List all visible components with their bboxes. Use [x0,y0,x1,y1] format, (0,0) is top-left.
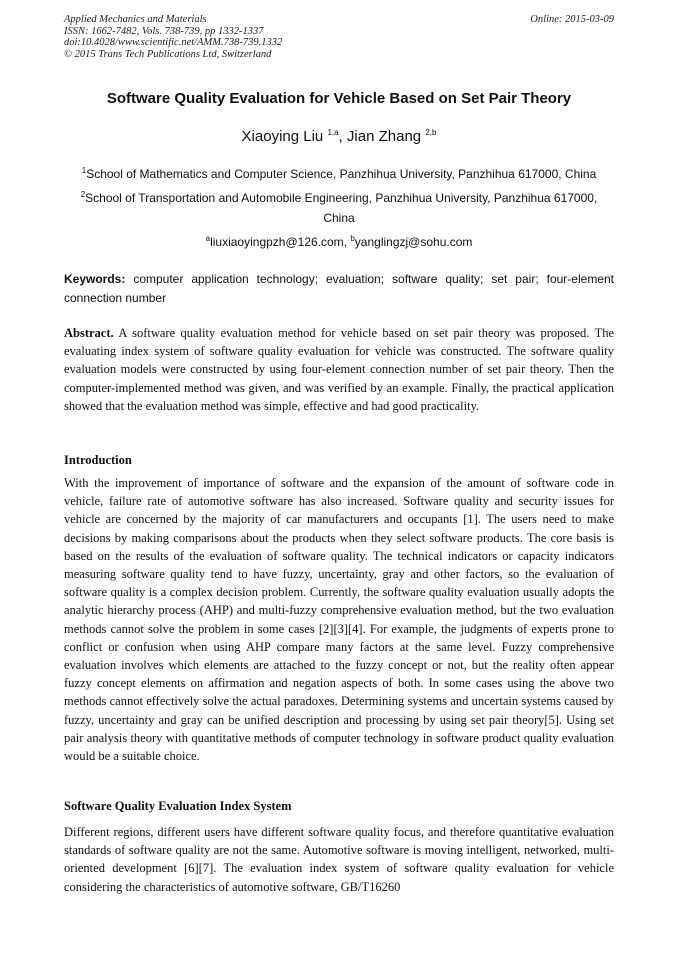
issn-line: ISSN: 1662-7482, Vols. 738-739, pp 1332-1337 [64,25,264,37]
journal-name: Applied Mechanics and Materials [64,14,207,25]
author-name: Jian Zhang [346,128,422,145]
keywords-label: Keywords: [64,272,126,286]
author-name: Xiaoying Liu [241,128,324,145]
affiliation-2 [64,188,614,228]
copyright-line: © 2015 Trans Tech Publications Ltd, Switzerland [64,48,272,60]
keywords-text: computer application technology; evaluation; software quality; set pair; four-element connection number [64,272,614,305]
affiliation-superscript: 2 [80,190,86,199]
affiliation-1 [64,164,614,184]
email-address: yanglingzj@sohu.com [354,235,473,249]
section-heading-introduction: Introduction [64,453,132,467]
index-system-paragraph: Different regions, different users have different software quality focus, and therefore quantitative evaluation standards of software quality are not the same. Automotive software is moving intelligent, networked, multi-oriented development [6][7]. The evaluation index system of software quality evaluation for vehicle considering the characteristics of automotive software, GB/T16260 [64,825,614,894]
author-line [30,128,648,145]
keywords [64,270,614,308]
affiliation-text: School of Transportation and Automobile Engineering, Panzhihua University, Panzhihua 617000, China [85,191,598,225]
email-superscript: a [205,234,211,243]
author-separator: , [338,128,347,145]
introduction-paragraph: With the improvement of importance of software and the expansion of the amount of software code in vehicle, failure rate of automotive software has also increased. Software quality and security issues for vehicle are concerned by the majority of car manufacturers and occupants [1]. The users need to make decisions by making comparisons about the products when they select software products. The core basis is based on the results of the evaluation of software quality. The technical indicators or capacity indicators measuring software quality tend to have fuzzy, uncertainty, gray and other factors, so the evaluation of software quality is a complex decision problem. Currently, the software quality evaluation usually adopts the analytic hierarchy process (AHP) and multi-fuzzy comprehensive evaluation method, but the two evaluation methods cannot solve the problem in some cases [2][3][4]. For example, the judgments of experts prone to conflict or confusion when using AHP compare many factors at the same level. Fuzzy comprehensive evaluation involves which elements are attached to the fuzzy concept or not, but the reality often appear fuzzy concept elements on affirmation and negation aspects of both. In some cases using the above two methods cannot effectively solve the actual paradoxes. Determining systems and uncertain systems caused by fuzzy, uncertainty and gray can be unified description and processing by using set pair theory[5]. Using set pair analysis theory with quantitative methods of computer technology in software product quality evaluation would be a suitable choice. [64,476,614,764]
section-heading-index-system: Software Quality Evaluation Index System [64,799,292,813]
paper-title: Software Quality Evaluation for Vehicle Based on Set Pair Theory [106,90,572,107]
author-superscript: 2,b [425,128,437,137]
author-superscript: 1,a [327,128,339,137]
abstract [64,324,614,415]
doi-line: doi:10.4028/www.scientific.net/AMM.738-739.1332 [64,37,283,48]
email-address: liuxiaoyingpzh@126.com, [210,235,351,249]
online-date: Online: 2015-03-09 [530,14,614,25]
affiliation-superscript: 1 [81,166,87,175]
abstract-label: Abstract. [64,326,114,340]
abstract-text: A software quality evaluation method for vehicle based on set pair theory was proposed. The evaluating index system of software quality evaluation for vehicle was constructed. The software quality evaluation models were constructed by using four-element connection number of set pair theory. Then the computer-implemented method was given, and was verified by an example. Finally, the practical application showed that the evaluation method was simple, effective and had good practicality. [64,326,614,413]
journal-header [64,14,282,60]
email-line [64,232,614,252]
email-superscript: b [350,234,355,243]
affiliation-text: School of Mathematics and Computer Science, Panzhihua University, Panzhihua 617000, China [86,167,597,181]
